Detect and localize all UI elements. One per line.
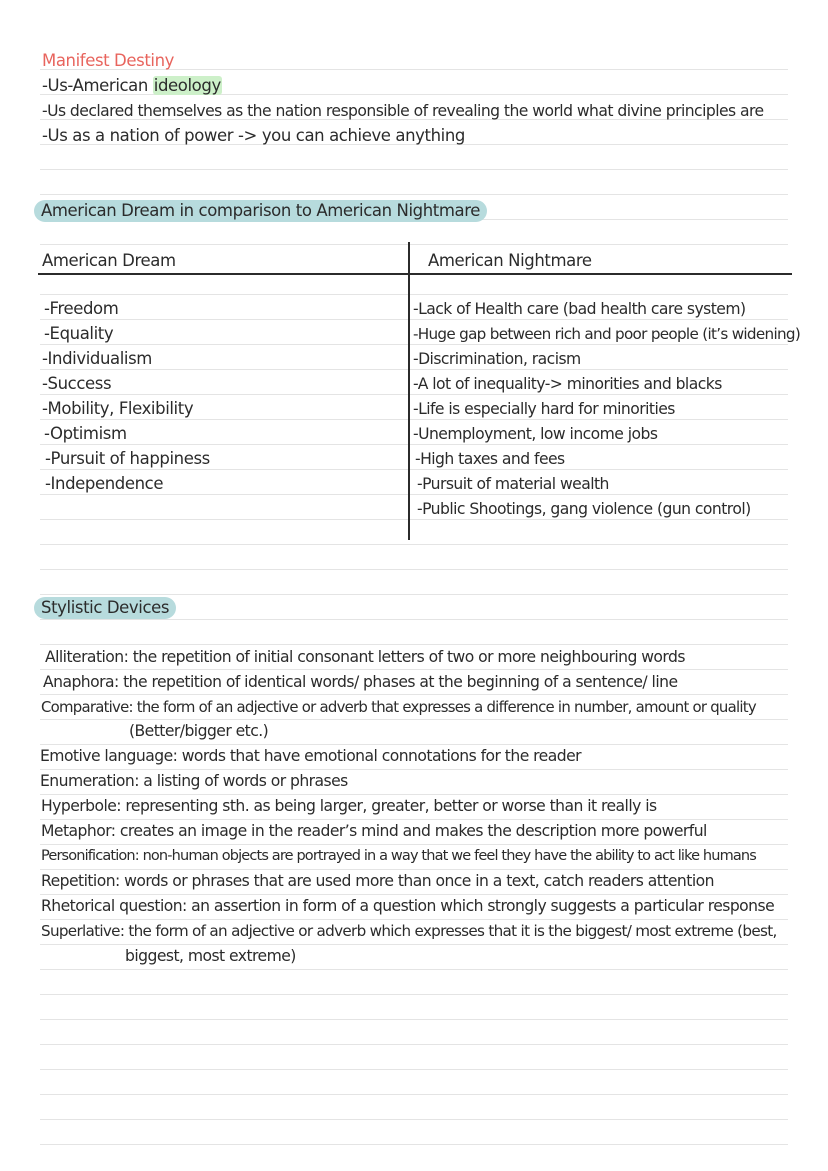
stylistic-devices-heading: Stylistic Devices — [34, 597, 176, 619]
ruled-line — [40, 694, 788, 695]
stylistic-line-rhetorical: Rhetorical question: an assertion in form of a question which strongly suggests a particular response — [41, 897, 775, 915]
dream-item: -Success — [42, 374, 112, 393]
dream-item: -Pursuit of happiness — [45, 449, 210, 468]
dream-item: -Independence — [45, 474, 164, 493]
manifest-line-ideology-prefix: -Us-American — [42, 76, 153, 95]
stylistic-line-enumeration: Enumeration: a listing of words or phrases — [40, 772, 348, 790]
stylistic-line-metaphor: Metaphor: creates an image in the reader’s mind and makes the description more powerful — [41, 822, 707, 840]
stylistic-line-superlative: Superlative: the form of an adjective or adverb which expresses that it is the biggest/ most extreme (best, — [41, 922, 777, 940]
dream-item: -Optimism — [44, 424, 127, 443]
stylistic-line-comparative: Comparative: the form of an adjective or adverb that expresses a difference in number, amount or quality — [41, 698, 756, 716]
manifest-destiny-title: Manifest Destiny — [42, 51, 174, 70]
stylistic-line-repetition: Repetition: words or phrases that are used more than once in a text, catch readers attention — [41, 872, 714, 890]
ruled-line — [40, 669, 788, 670]
col-header-american-dream: American Dream — [42, 251, 176, 270]
dream-item: -Individualism — [42, 349, 152, 368]
manifest-line-power: -Us as a nation of power -> you can achieve anything — [42, 126, 465, 145]
col-header-american-nightmare: American Nightmare — [428, 251, 592, 270]
ruled-line — [40, 619, 788, 620]
nightmare-item: -Unemployment, low income jobs — [413, 425, 658, 443]
manifest-line-divine: -Us declared themselves as the nation responsible of revealing the world what divine principles are — [42, 102, 764, 120]
ruled-line — [40, 644, 788, 645]
ruled-line — [40, 1119, 788, 1120]
stylistic-line-alliteration: Alliteration: the repetition of initial consonant letters of two or more neighbouring words — [45, 648, 685, 666]
ruled-line — [40, 1144, 788, 1145]
stylistic-line-hyperbole: Hyperbole: representing sth. as being larger, greater, better or worse than it really is — [41, 797, 657, 815]
dream-item: -Mobility, Flexibility — [42, 399, 194, 418]
ruled-line — [40, 1044, 788, 1045]
ruled-line — [40, 169, 788, 170]
stylistic-line-superlative-cont: biggest, most extreme) — [125, 947, 296, 965]
stylistic-line-comparative-cont: (Better/bigger etc.) — [129, 722, 269, 740]
stylistic-line-personification: Personification: non-human objects are portrayed in a way that we feel they have the ability to act like humans — [41, 848, 756, 864]
ruled-line — [40, 194, 788, 195]
nightmare-item: -A lot of inequality-> minorities and blacks — [413, 375, 722, 393]
ruled-line — [40, 1094, 788, 1095]
dream-item: -Freedom — [44, 299, 119, 318]
nightmare-item: -Life is especially hard for minorities — [413, 400, 675, 418]
ideology-highlight: ideology — [153, 76, 221, 95]
ruled-line — [40, 244, 788, 245]
nightmare-item: -Discrimination, racism — [413, 350, 581, 368]
nightmare-item: -Huge gap between rich and poor people (it’s widening) — [413, 325, 801, 343]
ruled-line — [40, 1019, 788, 1020]
stylistic-line-emotive: Emotive language: words that have emotional connotations for the reader — [40, 747, 581, 765]
ruled-line — [40, 569, 788, 570]
nightmare-item: -Lack of Health care (bad health care system) — [413, 300, 746, 318]
dream-item: -Equality — [44, 324, 114, 343]
ruled-line — [40, 594, 788, 595]
table-divider-horizontal — [38, 273, 792, 275]
nightmare-item: -High taxes and fees — [415, 450, 565, 468]
dream-nightmare-heading: American Dream in comparison to American Nightmare — [34, 200, 487, 222]
ruled-line — [40, 544, 788, 545]
stylistic-line-anaphora: Anaphora: the repetition of identical words/ phases at the beginning of a sentence/ line — [43, 673, 678, 691]
nightmare-item: -Pursuit of material wealth — [417, 475, 609, 493]
ruled-line — [40, 969, 788, 970]
ruled-line — [40, 294, 788, 295]
ruled-line — [40, 1069, 788, 1070]
table-divider-vertical — [408, 242, 410, 540]
manifest-line-ideology — [42, 75, 222, 97]
nightmare-item: -Public Shootings, gang violence (gun control) — [417, 500, 751, 518]
ruled-line — [40, 994, 788, 995]
